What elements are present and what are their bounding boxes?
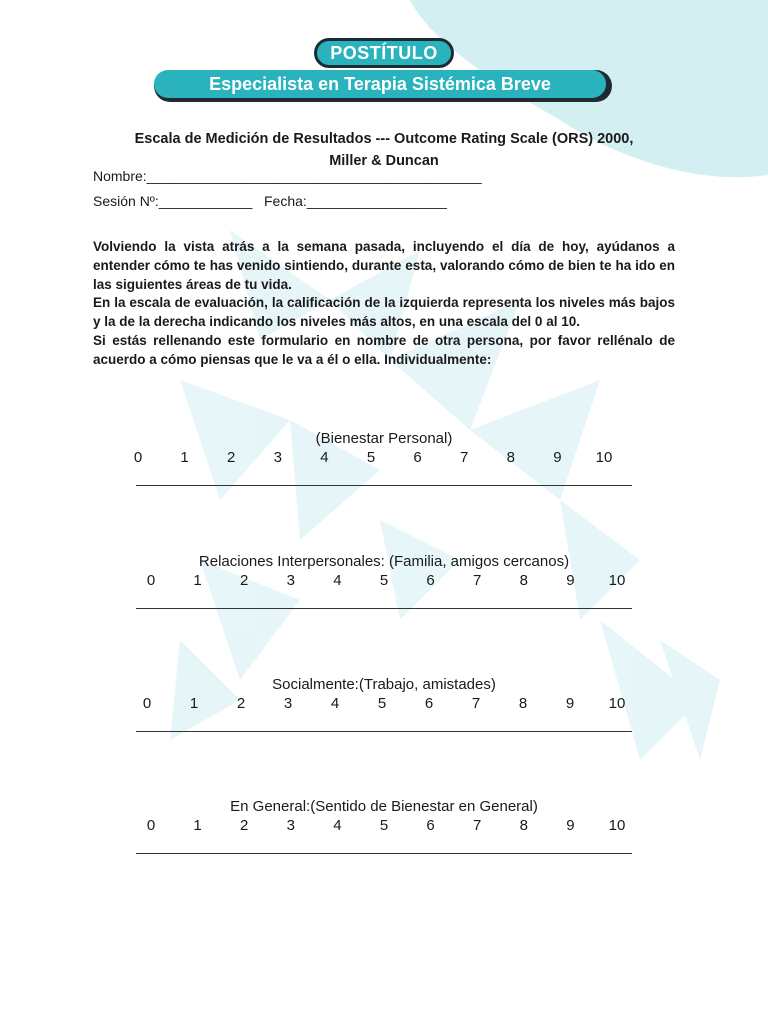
scale-number-2[interactable]: 2	[227, 449, 236, 466]
scale-numbers	[100, 817, 668, 837]
scale-number-7[interactable]: 7	[471, 695, 481, 712]
scale-number-4[interactable]: 4	[333, 572, 342, 589]
scale-number-8[interactable]: 8	[518, 695, 528, 712]
nombre-field[interactable]: Nombre:___________________________________________	[93, 168, 482, 184]
scale-en-general	[100, 797, 668, 837]
rating-line[interactable]	[136, 731, 632, 732]
scale-number-9[interactable]: 9	[565, 695, 575, 712]
instructions-p2: En la escala de evaluación, la calificación de la izquierda representa los niveles más bajos y la de la derecha indicando los niveles más altos, en una escala del 0 al 10.	[93, 295, 675, 330]
scale-number-4[interactable]: 4	[320, 449, 329, 466]
scale-number-1[interactable]: 1	[193, 572, 202, 589]
scale-number-4[interactable]: 4	[333, 817, 342, 834]
banner-label: Especialista en Terapia Sistémica Breve	[154, 70, 606, 98]
instructions	[93, 238, 675, 370]
scale-title: Relaciones Interpersonales: (Familia, amigos cercanos)	[198, 553, 570, 570]
scale-number-10[interactable]: 10	[608, 695, 626, 712]
rating-line[interactable]	[136, 608, 632, 609]
document-title	[80, 128, 688, 172]
scale-title: (Bienestar Personal)	[315, 430, 453, 447]
scale-number-2[interactable]: 2	[236, 695, 246, 712]
scale-number-9[interactable]: 9	[553, 449, 562, 466]
program-banner	[154, 70, 612, 102]
scale-number-3[interactable]: 3	[286, 572, 295, 589]
scale-number-8[interactable]: 8	[519, 817, 528, 834]
scale-number-5[interactable]: 5	[366, 449, 376, 466]
rating-line[interactable]	[136, 853, 632, 854]
scale-number-1[interactable]: 1	[189, 695, 199, 712]
scale-number-6[interactable]: 6	[426, 817, 435, 834]
scale-number-10[interactable]: 10	[608, 817, 626, 834]
badge-label: POSTÍTULO	[317, 41, 451, 65]
scale-number-0[interactable]: 0	[133, 449, 143, 466]
scale-number-7[interactable]: 7	[473, 817, 482, 834]
title-line-1: Escala de Medición de Resultados --- Outcome Rating Scale (ORS) 2000,	[134, 131, 634, 147]
scale-number-8[interactable]: 8	[519, 572, 528, 589]
scale-number-0[interactable]: 0	[146, 817, 156, 834]
scale-number-5[interactable]: 5	[377, 695, 387, 712]
scale-title: En General:(Sentido de Bienestar en General)	[230, 798, 538, 815]
scale-number-7[interactable]: 7	[460, 449, 469, 466]
scale-number-10[interactable]: 10	[595, 449, 613, 466]
fecha-field[interactable]: Fecha:__________________	[264, 193, 447, 209]
scale-bienestar-personal	[100, 429, 668, 469]
scale-numbers	[100, 449, 668, 469]
scale-number-9[interactable]: 9	[566, 817, 575, 834]
scale-number-1[interactable]: 1	[180, 449, 189, 466]
scale-number-5[interactable]: 5	[379, 817, 389, 834]
scale-number-0[interactable]: 0	[142, 695, 152, 712]
scale-number-0[interactable]: 0	[146, 572, 156, 589]
scale-number-4[interactable]: 4	[330, 695, 340, 712]
scale-number-5[interactable]: 5	[379, 572, 389, 589]
scale-number-6[interactable]: 6	[413, 449, 422, 466]
scale-number-8[interactable]: 8	[506, 449, 515, 466]
instructions-p1: Volviendo la vista atrás a la semana pasada, incluyendo el día de hoy, ayúdanos a entender cómo te has venido sintiendo, durante esta, valorando cómo de bien te ha ido en las siguientes áreas de tu vida.	[93, 239, 675, 292]
scale-number-2[interactable]: 2	[240, 817, 249, 834]
scale-socialmente	[100, 675, 668, 715]
scale-number-7[interactable]: 7	[473, 572, 482, 589]
postitulo-badge	[314, 38, 454, 68]
scale-number-9[interactable]: 9	[566, 572, 575, 589]
scale-number-1[interactable]: 1	[193, 817, 202, 834]
scale-numbers	[100, 572, 668, 592]
title-line-2: Miller & Duncan	[329, 153, 439, 169]
rating-line[interactable]	[136, 485, 632, 486]
scale-number-3[interactable]: 3	[273, 449, 282, 466]
scale-title: Socialmente:(Trabajo, amistades)	[272, 676, 496, 693]
scale-number-2[interactable]: 2	[240, 572, 249, 589]
scale-numbers	[100, 695, 668, 715]
scale-number-6[interactable]: 6	[426, 572, 435, 589]
scale-number-6[interactable]: 6	[424, 695, 434, 712]
scale-relaciones-interpersonales	[100, 552, 668, 592]
sesion-field[interactable]: Sesión Nº:____________	[93, 193, 253, 209]
scale-number-10[interactable]: 10	[608, 572, 626, 589]
scale-number-3[interactable]: 3	[286, 817, 295, 834]
scale-number-3[interactable]: 3	[283, 695, 293, 712]
instructions-p3: Si estás rellenando este formulario en nombre de otra persona, por favor rellénalo de acuerdo a cómo piensas que le va a él o ella. Individualmente:	[93, 332, 675, 367]
